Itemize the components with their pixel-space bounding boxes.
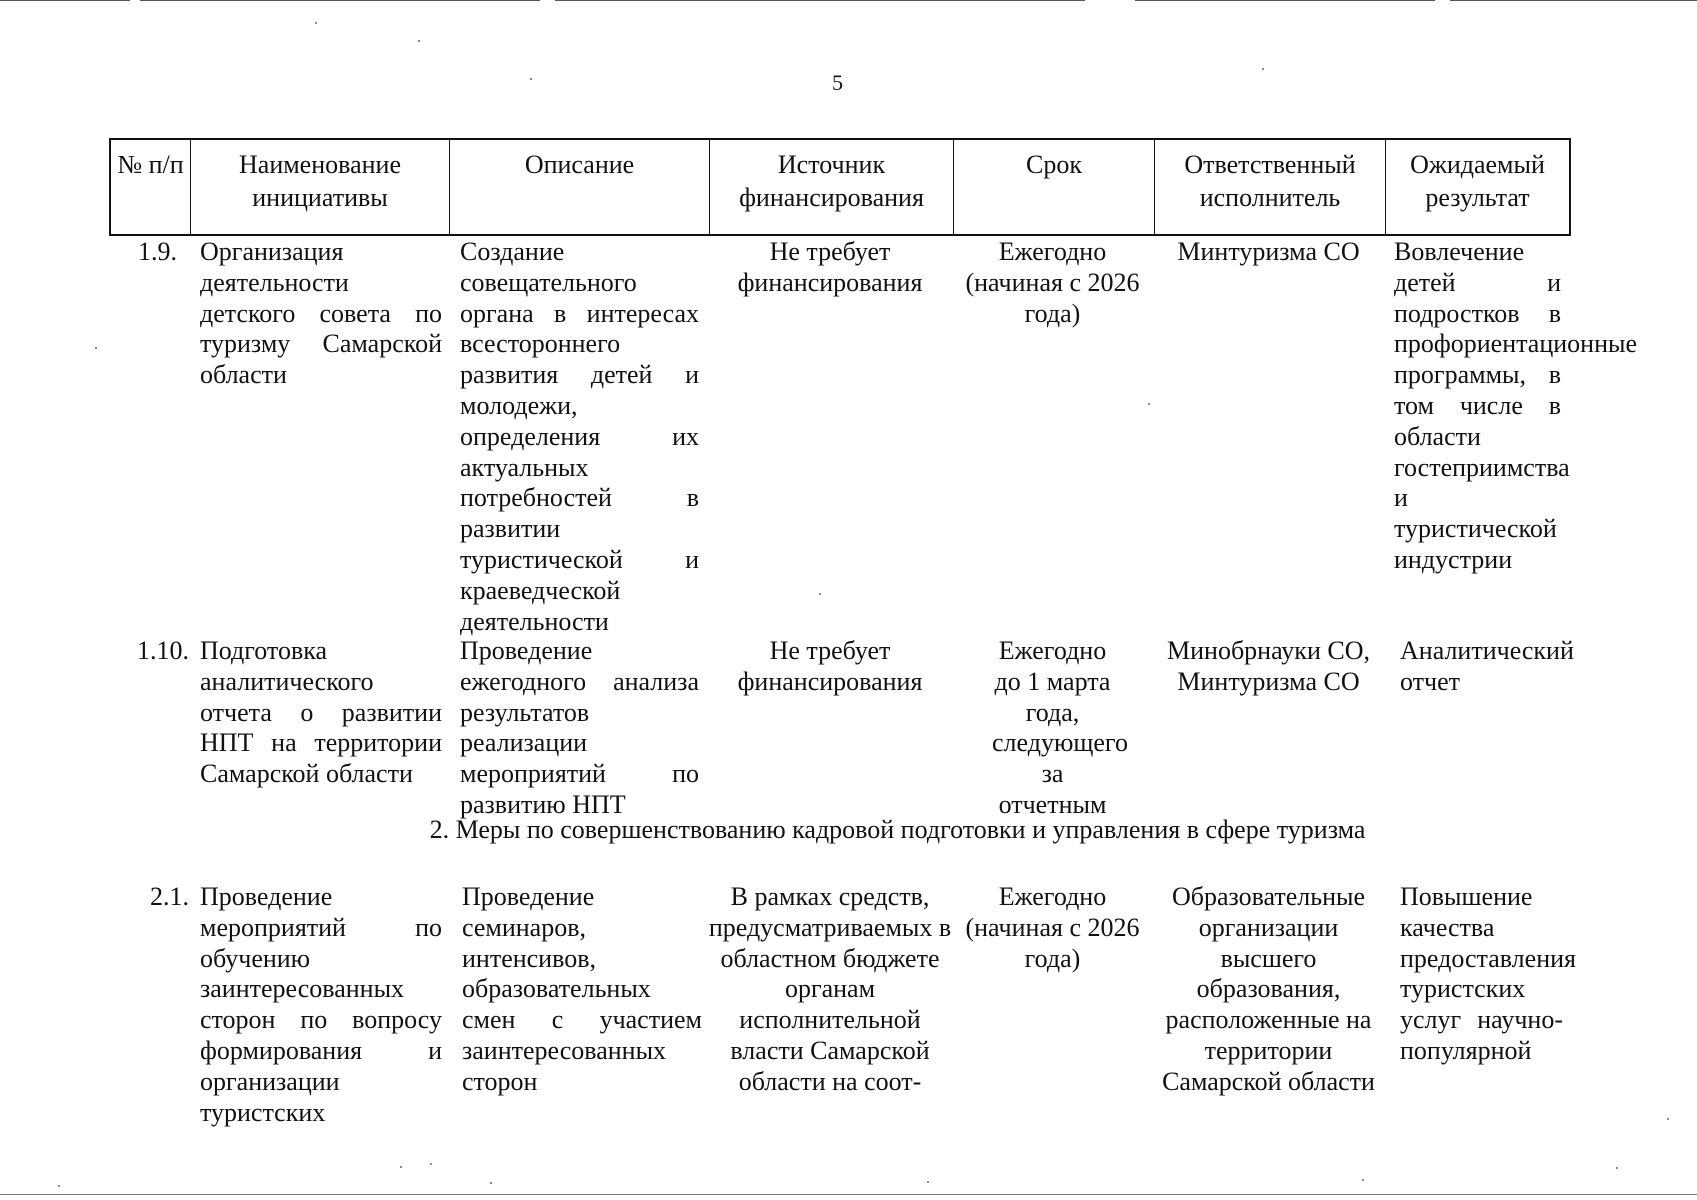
row-funding: Не требует финансирования xyxy=(737,636,923,696)
row-num: 2.1. xyxy=(150,882,189,911)
scan-speck xyxy=(95,347,97,349)
table-header xyxy=(109,138,1571,236)
row-name: Проведение мероприятий по обучению заинтересованных сторон по вопросу формирования и организации туристских xyxy=(200,882,442,1127)
row-executor: Минтуризма СО xyxy=(1177,237,1360,266)
table-row xyxy=(109,237,1638,637)
row-num: 1.9. xyxy=(138,237,177,266)
table-row xyxy=(109,882,1576,1128)
row-funding: Не требует финансирования xyxy=(737,237,923,297)
row-executor: Образовательные организации высшего образования, расположенные на территории Самарской области xyxy=(1162,882,1375,1096)
scan-speck xyxy=(400,1166,402,1168)
row-description: Проведение ежегодного анализа результатов реализации мероприятий по развитию НПТ xyxy=(460,636,699,819)
scan-bottom-edge xyxy=(0,1194,1697,1195)
scan-speck xyxy=(430,1163,432,1165)
row-result: Аналитический отчет xyxy=(1400,636,1574,696)
row-name: Организация деятельности детского совета по туризму Самарской области xyxy=(200,237,442,390)
header-result: Ожидаемый результат xyxy=(1410,150,1545,212)
scan-speck xyxy=(819,593,821,595)
row-term: Ежегодно (начиная с 2026 года) xyxy=(965,237,1140,328)
row-num: 1.10. xyxy=(137,636,189,665)
row-result: Вовлечение детей и подростков в профориентационные программы, в том числе в области гостеприимства и туристической индустрии xyxy=(1394,237,1638,574)
row-funding: В рамках средств, предусматриваемых в областном бюджете органам исполнительной власти Самарской области на соот- xyxy=(708,882,952,1096)
row-name: Подготовка аналитического отчета о развитии НПТ на территории Самарской области xyxy=(200,636,442,789)
scan-speck xyxy=(530,78,532,80)
table-row xyxy=(109,636,1574,821)
scan-speck xyxy=(315,22,317,24)
scan-speck xyxy=(1667,1118,1669,1120)
row-description: Проведение семинаров, интенсивов, образовательных смен с участием заинтересованных сторон xyxy=(462,882,702,1096)
scan-speck xyxy=(1616,1167,1618,1169)
row-description: Создание совещательного органа в интересах всестороннего развития детей и молодежи, определения их актуальных потребностей в развитии туристической и краеведческой деятельности xyxy=(460,237,699,636)
header-funding: Источник финансирования xyxy=(710,140,954,234)
scan-speck xyxy=(927,1181,929,1183)
row-term: Ежегодно (начиная с 2026 года) xyxy=(965,882,1140,973)
header-name: Наименование инициативы xyxy=(191,140,450,234)
header-term: Срок xyxy=(954,140,1155,234)
scan-speck xyxy=(490,1182,492,1184)
scan-speck xyxy=(418,40,420,42)
scan-speck xyxy=(58,1185,60,1187)
scan-speck xyxy=(1262,68,1264,70)
scan-top-edge xyxy=(0,0,1697,2)
header-description: Описание xyxy=(450,140,710,234)
header-executor: Ответственный исполнитель xyxy=(1155,140,1386,234)
header-num: № п/п xyxy=(111,140,191,234)
scan-speck xyxy=(1362,1179,1364,1181)
page-number: 5 xyxy=(832,70,843,95)
row-executor: Минобрнауки СО, Минтуризма СО xyxy=(1167,636,1370,696)
row-term: Ежегодно до 1 марта года, следующего за отчетным xyxy=(992,636,1128,819)
scan-speck xyxy=(1148,403,1150,405)
row-result: Повышение качества предоставления туристских услуг научно-популярной xyxy=(1400,882,1576,1065)
section-title: 2. Меры по совершенствованию кадровой подготовки и управления в сфере туризма xyxy=(429,815,1366,844)
